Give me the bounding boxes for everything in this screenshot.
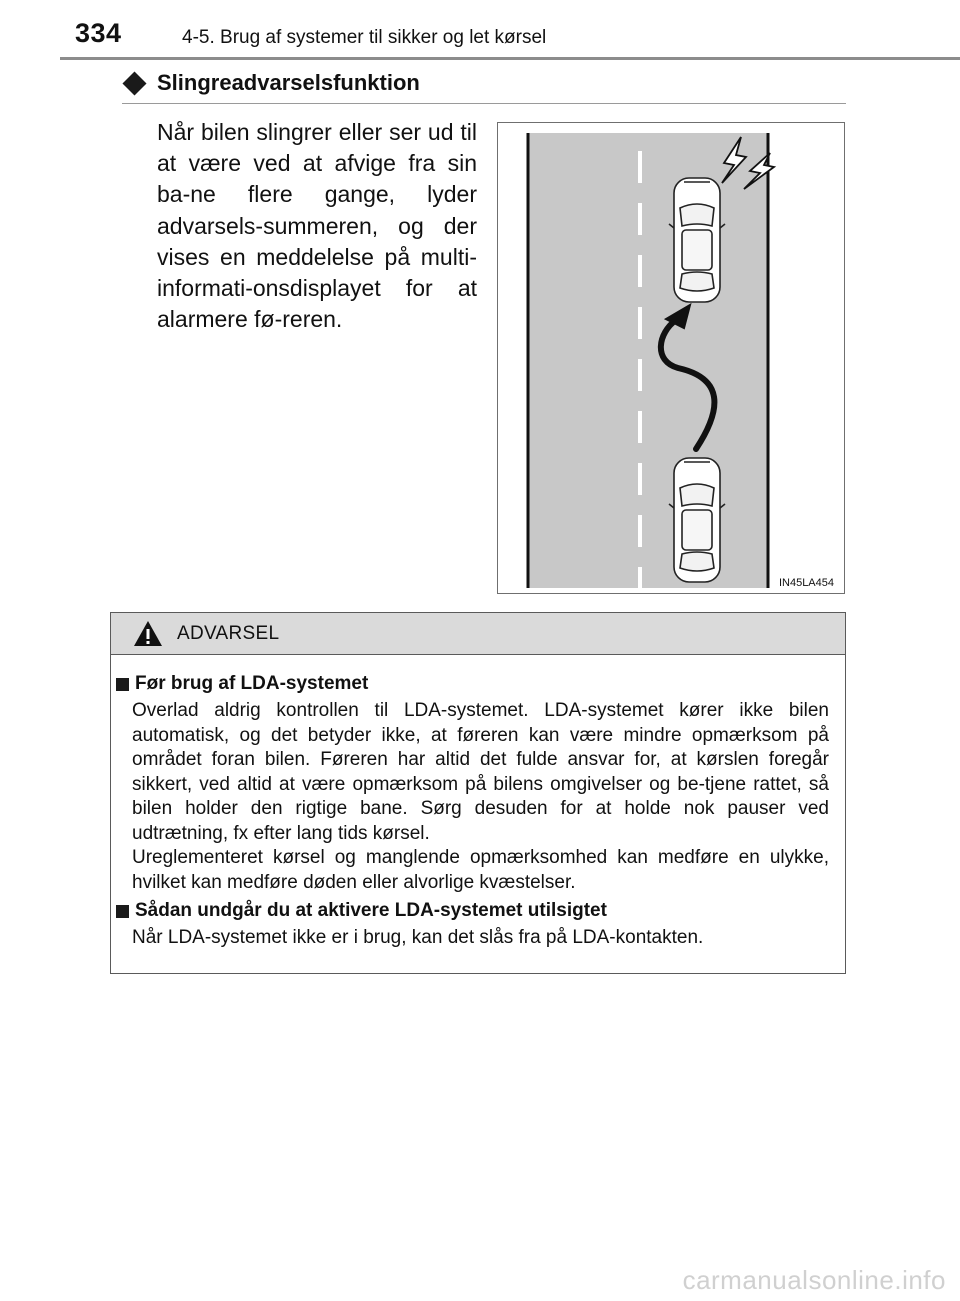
warning-label: ADVARSEL bbox=[177, 622, 280, 644]
section-body-text: Når bilen slingrer eller ser ud til at være ved at afvige fra sin ba-ne flere gange, lyder advarsels-summeren, og der vises en meddelelse på multi-informati-onsdisplayet for at alarmere fø-reren. bbox=[157, 119, 477, 333]
warning-box bbox=[110, 612, 846, 974]
page-number: 334 bbox=[75, 18, 122, 48]
car-icon bbox=[669, 178, 725, 302]
road-illustration bbox=[498, 123, 844, 593]
warning-item-title: Sådan undgår du at aktivere LDA-systemet utilsigtet bbox=[116, 900, 607, 922]
warning-item-body: Når LDA-systemet ikke er i brug, kan det slås fra på LDA-kontakten. bbox=[132, 927, 704, 948]
lane-sway-illustration bbox=[497, 122, 845, 594]
car-icon bbox=[669, 458, 725, 582]
square-bullet-icon bbox=[116, 905, 129, 918]
figure-code: IN45LA454 bbox=[778, 577, 834, 589]
watermark: carmanualsonline.info bbox=[682, 1265, 946, 1295]
warning-header bbox=[111, 613, 845, 655]
running-header: 4-5. Brug af systemer til sikker og let kørsel bbox=[182, 27, 547, 48]
road-surface bbox=[528, 133, 768, 588]
warning-item-title: Før brug af LDA-systemet bbox=[116, 673, 368, 695]
diamond-icon bbox=[122, 71, 146, 95]
section-divider bbox=[122, 103, 846, 104]
section-title: Slingreadvarselsfunktion bbox=[157, 70, 420, 95]
header-divider bbox=[60, 57, 960, 60]
section-heading bbox=[122, 70, 420, 96]
warning-triangle-icon bbox=[133, 620, 163, 647]
warning-item-body: Overlad aldrig kontrollen til LDA-systemet. LDA-systemet kører ikke bilen automatisk, og det betyder ikke, at føreren kan være mindre opmærksom på området foran bilen. Føreren har altid det fulde ansvar for, at kørslen foregår sikkert, ved altid at være opmærksom på bilens omgivelser og be-tjene rattet, så bilen holder den rigtige bane. Sørg desuden for at holde nok pauser ved udtrætning, fx efter lang tids kørsel. Ureglementeret kørsel og manglende opmærksomhed kan medføre en ulykke, hvilket kan medføre døden eller alvorlige kvæstelser. bbox=[132, 700, 829, 893]
square-bullet-icon bbox=[116, 678, 129, 691]
